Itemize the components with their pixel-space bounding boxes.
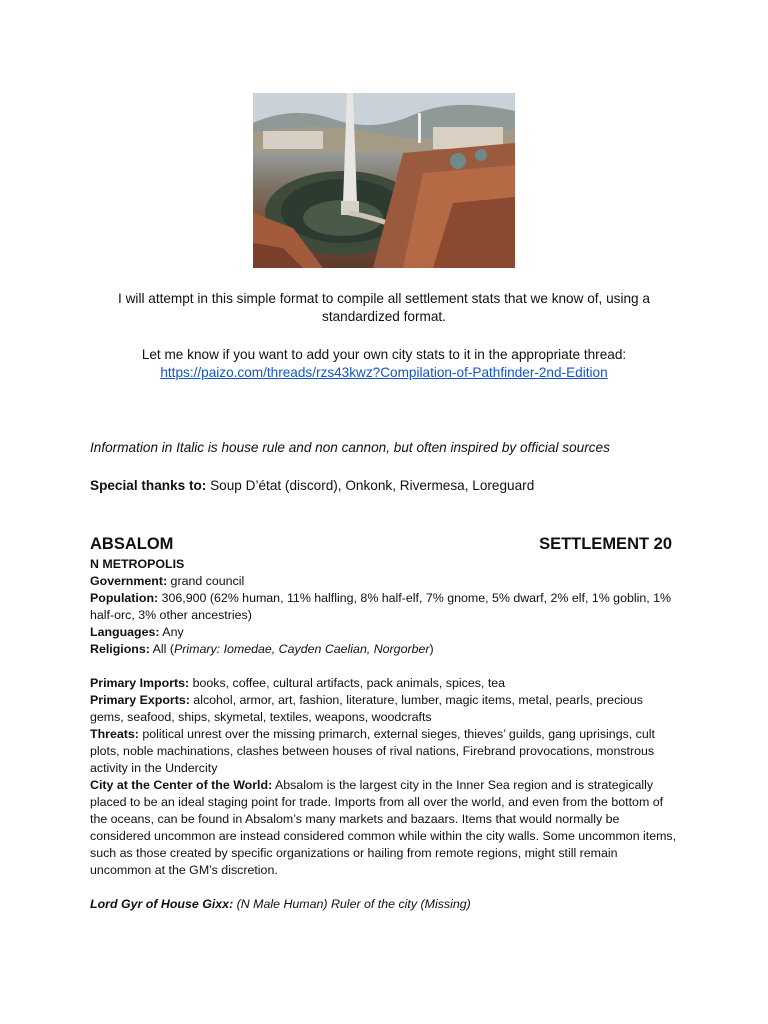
city-illustration: [253, 93, 515, 268]
imports-line: [90, 675, 678, 692]
threats-value: political unrest over the missing primarch, external sieges, thieves’ guilds, gang uprisings, cult plots, noble machinations, clashes between houses of rival nations, Firebrand provocations, monstrous activity in the Undercity: [90, 727, 655, 775]
intro-contact: [90, 346, 678, 382]
exports-value: alcohol, armor, art, fashion, literature, lumber, magic items, metal, pearls, precious gems, seafood, ships, skymetal, textiles, weapons, woodcrafts: [90, 693, 643, 724]
intro-contact-text: Let me know if you want to add your own city stats to it in the appropriate thread:: [141, 347, 627, 362]
population-value: 306,900 (62% human, 11% halfling, 8% half-elf, 7% gnome, 5% dwarf, 2% elf, 1% goblin, 1% half-orc, 3% other ancestries): [90, 591, 672, 622]
religions-primary: Primary: Iomedae, Cayden Caelian, Norgorber: [174, 642, 430, 656]
government-label: Government:: [90, 574, 168, 588]
religions-label: Religions:: [90, 642, 150, 656]
thanks-line: [90, 477, 678, 495]
italic-note: Information in Italic is house rule and non cannon, but often inspired by official sources: [90, 440, 610, 455]
thanks-label: Special thanks to:: [90, 478, 207, 493]
city-center-line: [90, 777, 678, 879]
population-label: Population:: [90, 591, 159, 605]
spacer: [90, 658, 678, 675]
ruler-value: (N Male Human) Ruler of the city (Missing): [233, 897, 471, 911]
ruler-line: [90, 896, 678, 913]
religions-pre: All (: [149, 642, 174, 656]
settlement-stat-block: [90, 556, 678, 913]
religions-post: ): [429, 642, 434, 656]
threats-label: Threats:: [90, 727, 139, 741]
languages-line: [90, 624, 678, 641]
languages-label: Languages:: [90, 625, 160, 639]
settlement-level: SETTLEMENT 20: [539, 535, 672, 553]
population-line: [90, 590, 678, 624]
exports-line: [90, 692, 678, 726]
thanks-value: Soup D’état (discord), Onkonk, Rivermesa, Loreguard: [206, 478, 535, 493]
languages-value: Any: [159, 625, 184, 639]
thread-link[interactable]: https://paizo.com/threads/rzs43kwz?Compilation-of-Pathfinder-2nd-Edition: [160, 365, 608, 380]
spacer: [90, 879, 678, 896]
city-center-value: Absalom is the largest city in the Inner Sea region and is strategically placed to be an ideal staging point for trade. Imports from all over the world, and even from the bottom of the oceans, can be found in Absalom’s many markets and bazaars. Items that would normally be considered uncommon are instead considered common while within the city walls. Some uncommon items, such as those created by specific organizations or hailing from remote regions, might still remain uncommon at the GM’s discretion.: [90, 778, 677, 877]
settlement-name: ABSALOM: [90, 535, 174, 553]
settlement-type: N METROPOLIS: [90, 557, 185, 571]
exports-label: Primary Exports:: [90, 693, 190, 707]
intro-paragraph: I will attempt in this simple format to compile all settlement stats that we know of, using a standardized format.: [118, 291, 650, 324]
imports-value: books, coffee, cultural artifacts, pack animals, spices, tea: [189, 676, 506, 690]
government-value: grand council: [167, 574, 245, 588]
government-line: [90, 573, 678, 590]
threats-line: [90, 726, 678, 777]
ruler-label: Lord Gyr of House Gixx:: [90, 897, 234, 911]
religions-line: [90, 641, 678, 658]
city-illustration-art: [253, 93, 515, 268]
settlement-header: [90, 534, 672, 554]
city-center-label: City at the Center of the World:: [90, 778, 273, 792]
imports-label: Primary Imports:: [90, 676, 190, 690]
